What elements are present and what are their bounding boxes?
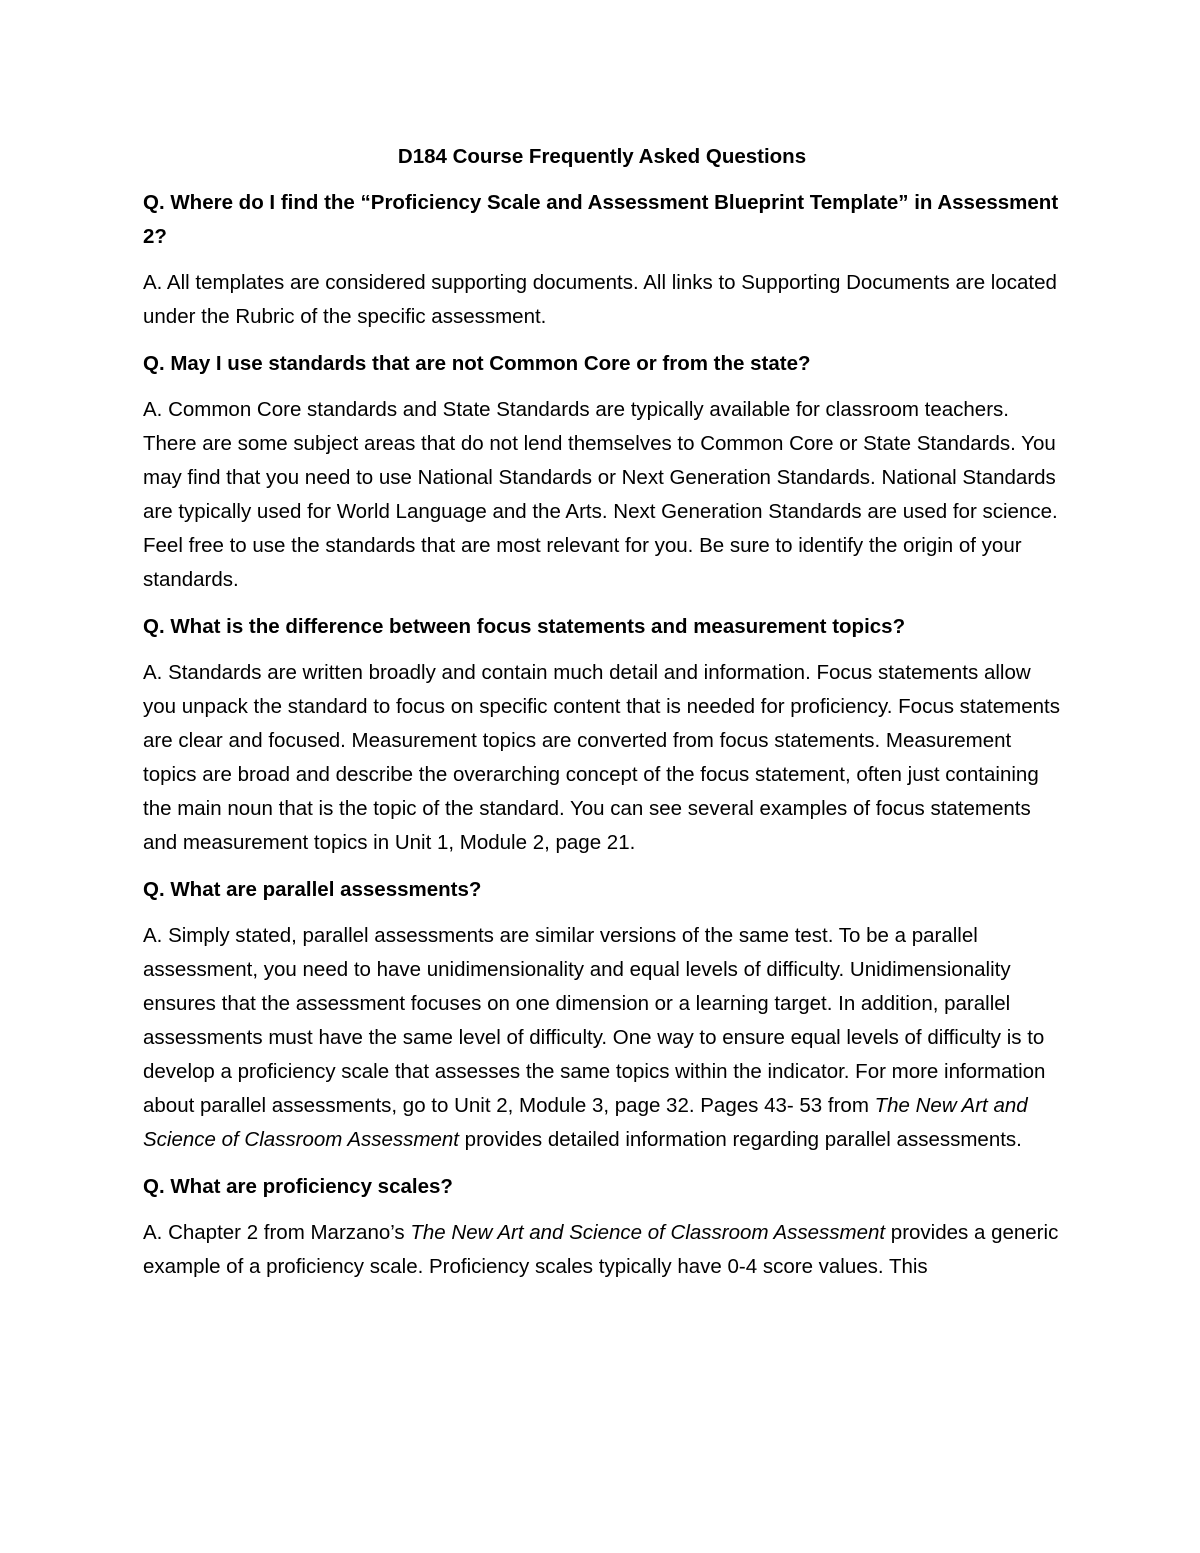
faq-answer-1: A. All templates are considered supporting documents. All links to Supporting Documents are located under the Rubric of the specific assessment.	[143, 271, 1057, 328]
faq-answer-5-text-start: A. Chapter 2 from Marzano’s	[143, 1221, 411, 1244]
faq-question-3: Q. What is the difference between focus statements and measurement topics?	[143, 615, 906, 638]
faq-question-5: Q. What are proficiency scales?	[143, 1175, 453, 1198]
faq-answer-4-book-title: The New Art and Science of Classroom Assessment	[143, 1094, 1028, 1151]
faq-question-4: Q. What are parallel assessments?	[143, 878, 482, 901]
faq-question-1: Q. Where do I find the “Proficiency Scale and Assessment Blueprint Template” in Assessment 2?	[143, 191, 1059, 248]
faq-answer-3: A. Standards are written broadly and contain much detail and information. Focus statements allow you unpack the standard to focus on specific content that is needed for proficiency. Focus statements are clear and focused. Measurement topics are converted from focus statements. Measurement topics are broad and describe the overarching concept of the focus statement, often just containing the main noun that is the topic of the standard. You can see several examples of focus statements and measurement topics in Unit 1, Module 2, page 21.	[143, 661, 1060, 854]
faq-answer-5	[143, 1216, 1061, 1284]
faq-question-2: Q. May I use standards that are not Common Core or from the state?	[143, 352, 811, 375]
page-title: D184 Course Frequently Asked Questions	[397, 145, 807, 168]
faq-answer-4-text-end: provides detailed information regarding parallel assessments.	[458, 1128, 1022, 1151]
faq-answer-4	[143, 919, 1061, 1157]
document-body	[143, 140, 1061, 1297]
faq-answer-4-text-start: A. Simply stated, parallel assessments are similar versions of the same test. To be a parallel assessment, you need to have unidimensionality and equal levels of difficulty. Unidimensionality ensures that the assessment focuses on one dimension or a learning target. In addition, parallel assessments must have the same level of difficulty. One way to ensure equal levels of difficulty is to develop a proficiency scale that assesses the same topics within the indicator. For more information about parallel assessments, go to Unit 2, Module 3, page 32. Pages 43- 53 from	[143, 924, 1046, 1117]
faq-answer-5-book-title: The New Art and Science of Classroom Assessment	[410, 1221, 886, 1244]
faq-answer-5-text-end: provides a generic example of a proficiency scale. Proficiency scales typically have 0-4 score values. This	[143, 1221, 1059, 1278]
faq-answer-2: A. Common Core standards and State Standards are typically available for classroom teachers. There are some subject areas that do not lend themselves to Common Core or State Standards. You may find that you need to use National Standards or Next Generation Standards. National Standards are typically used for World Language and the Arts. Next Generation Standards are used for science. Feel free to use the standards that are most relevant for you. Be sure to identify the origin of your standards.	[143, 398, 1058, 591]
